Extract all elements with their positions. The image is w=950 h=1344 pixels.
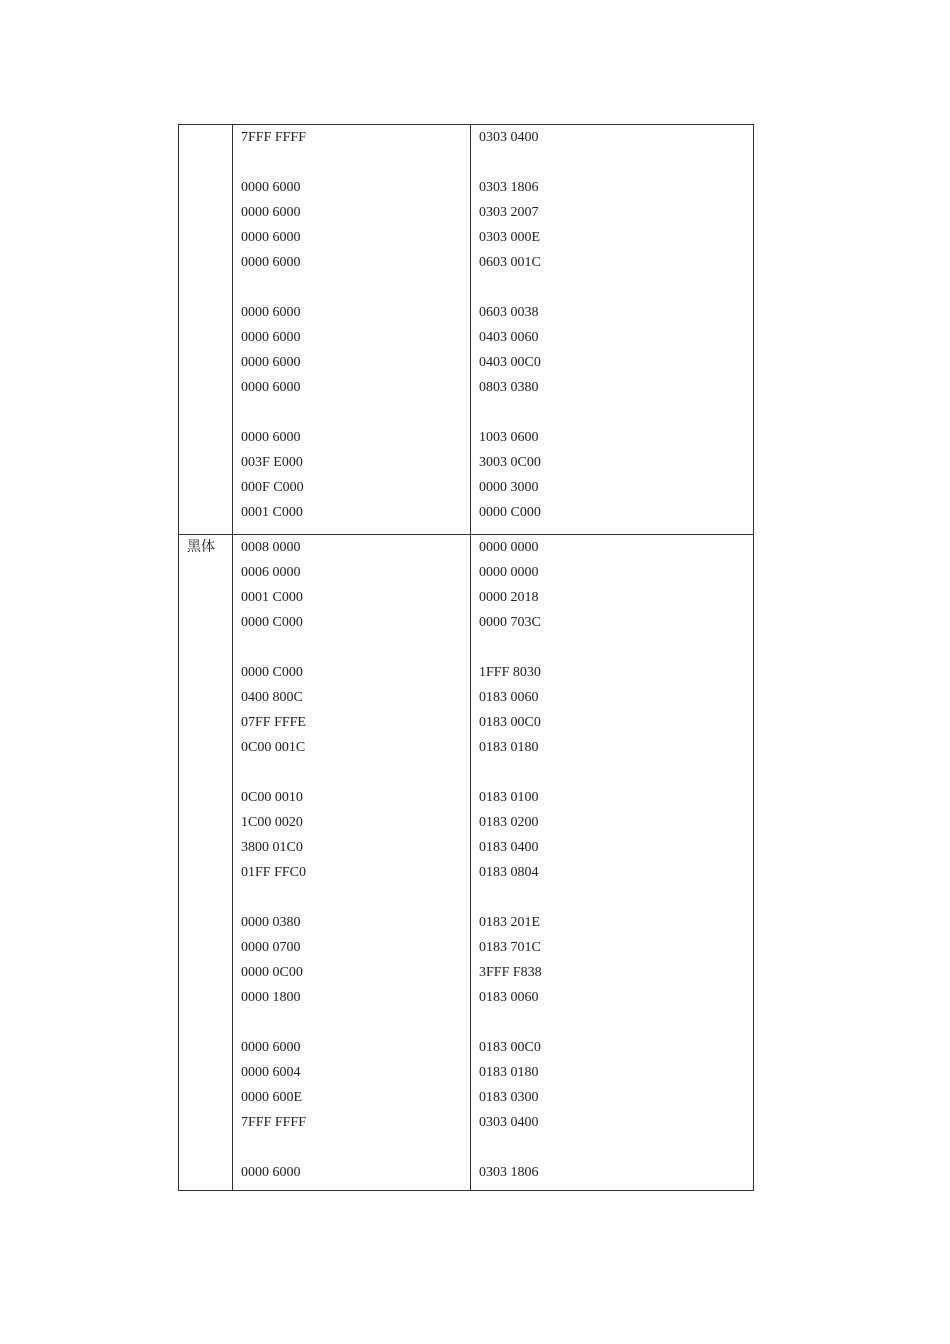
table-row [179, 535, 754, 1191]
hex-value [479, 1140, 745, 1165]
hex-right-cell [471, 125, 754, 535]
hex-value: 0000 703C [479, 615, 541, 630]
hex-value: 003F E000 [241, 455, 303, 470]
hex-value [241, 280, 462, 305]
hex-value: 0400 800C [241, 690, 303, 705]
hex-value: 1003 0600 [479, 430, 539, 445]
hex-value: 1C00 0020 [241, 815, 303, 830]
hex-value: 0303 2007 [479, 205, 539, 220]
hex-value [241, 765, 462, 790]
hex-right-column [471, 125, 753, 534]
table-row [179, 125, 754, 535]
hex-value: 0000 6000 [241, 255, 301, 270]
hex-value: 0183 0100 [479, 790, 539, 805]
hex-value [479, 280, 745, 305]
hex-value: 0403 00C0 [479, 355, 541, 370]
hex-value: 3FFF F838 [479, 965, 542, 980]
hex-value: 3003 0C00 [479, 455, 541, 470]
hex-value [479, 890, 745, 915]
hex-value: 0000 1800 [241, 990, 301, 1005]
hex-value: 0603 0038 [479, 305, 539, 320]
hex-value: 0000 6000 [241, 430, 301, 445]
hex-value: 0183 701C [479, 940, 541, 955]
hex-value: 0000 0380 [241, 915, 301, 930]
hex-value: 0183 0180 [479, 740, 539, 755]
hex-value: 0000 6000 [241, 180, 301, 195]
hex-value: 7FFF FFFF [241, 130, 307, 145]
hex-value: 0000 600E [241, 1090, 303, 1105]
hex-left-column [233, 535, 470, 1190]
hex-value: 0303 0400 [479, 130, 539, 145]
hex-value: 0183 201E [479, 915, 541, 930]
hex-value: 0008 0000 [241, 540, 301, 555]
hex-value: 0183 0200 [479, 815, 539, 830]
hex-value: 0000 C000 [241, 615, 303, 630]
hex-value: 7FFF FFFF [241, 1115, 307, 1130]
hex-value [241, 405, 462, 430]
hex-value [241, 1015, 462, 1040]
font-name-label [179, 125, 232, 135]
hex-value: 0000 0000 [479, 565, 539, 580]
hex-value: 0603 001C [479, 255, 541, 270]
hex-value [479, 155, 745, 180]
hex-value: 0000 6000 [241, 355, 301, 370]
hex-value: 0001 C000 [241, 505, 303, 520]
hex-right-cell [471, 535, 754, 1191]
hex-right-column [471, 535, 753, 1190]
hex-value: 0000 3000 [479, 480, 539, 495]
hex-value: 000F C000 [241, 480, 304, 495]
hex-value: 0000 6000 [241, 380, 301, 395]
hex-value: 0000 6000 [241, 330, 301, 345]
hex-value: 0183 00C0 [479, 715, 541, 730]
hex-value [241, 155, 462, 180]
hex-value [479, 640, 745, 665]
hex-value: 1FFF 8030 [479, 665, 541, 680]
hex-value: 0303 0400 [479, 1115, 539, 1130]
hex-value: 0006 0000 [241, 565, 301, 580]
hex-value [479, 1015, 745, 1040]
hex-value: 0000 0000 [479, 540, 539, 555]
hex-value: 0183 00C0 [479, 1040, 541, 1055]
hex-value [479, 405, 745, 430]
hex-value: 0183 0400 [479, 840, 539, 855]
hex-value: 0000 6000 [241, 305, 301, 320]
hex-value: 0000 2018 [479, 590, 539, 605]
hex-value: 0000 6004 [241, 1065, 301, 1080]
hex-value: 0000 6000 [241, 205, 301, 220]
font-name-cell [179, 535, 233, 1191]
hex-value: 0303 1806 [479, 1165, 539, 1180]
hex-value: 3800 01C0 [241, 840, 303, 855]
hex-value [241, 640, 462, 665]
hex-value: 0183 0060 [479, 990, 539, 1005]
hex-value: 0000 0C00 [241, 965, 303, 980]
font-name-cell [179, 125, 233, 535]
hex-value: 0C00 001C [241, 740, 306, 755]
hex-value: 0183 0180 [479, 1065, 539, 1080]
hex-value [479, 765, 745, 790]
hex-value: 0000 C000 [479, 505, 541, 520]
hex-value: 01FF FFC0 [241, 865, 306, 880]
hex-left-cell [233, 125, 471, 535]
hex-value: 0001 C000 [241, 590, 303, 605]
hex-value: 0000 0700 [241, 940, 301, 955]
hex-value: 0803 0380 [479, 380, 539, 395]
hex-value: 0000 6000 [241, 1040, 301, 1055]
table-body [179, 125, 754, 1191]
hex-value: 0403 0060 [479, 330, 539, 345]
hex-value: 0000 6000 [241, 230, 301, 245]
hex-value: 0000 C000 [241, 665, 303, 680]
font-hex-table [178, 124, 754, 1191]
hex-value: 0183 0300 [479, 1090, 539, 1105]
hex-left-column [233, 125, 470, 534]
hex-value [241, 890, 462, 915]
hex-value: 0000 6000 [241, 1165, 301, 1180]
hex-value: 07FF FFFE [241, 715, 306, 730]
hex-left-cell [233, 535, 471, 1191]
hex-value: 0C00 0010 [241, 790, 303, 805]
font-name-label: 黑体 [187, 540, 215, 555]
hex-value: 0303 000E [479, 230, 541, 245]
hex-value: 0183 0060 [479, 690, 539, 705]
hex-value: 0303 1806 [479, 180, 539, 195]
hex-value [241, 1140, 462, 1165]
hex-value: 0183 0804 [479, 865, 539, 880]
